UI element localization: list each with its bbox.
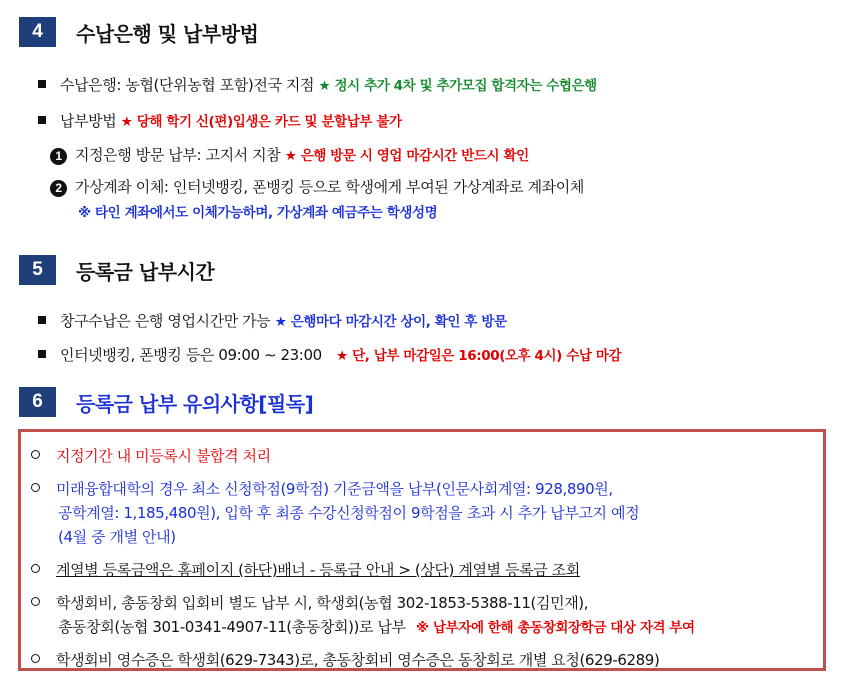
notice-item-3-text: 계열별 등록금액은 홈페이지 (하단)배너 - 등록금 안내 > (상단) 계열별 등록금 조회 [56, 561, 580, 579]
section-number: 4 [19, 17, 56, 47]
bank-label: 수납은행: 농협(단위농협 포함)전국 지점 [60, 76, 315, 94]
section-number: 5 [19, 255, 56, 285]
square-bullet-icon [38, 350, 46, 358]
circled-number-icon: 1 [50, 148, 67, 165]
section-title: 수납은행 및 납부방법 [76, 21, 259, 46]
notice-item-2 [31, 478, 613, 499]
notice-item-5 [31, 649, 659, 670]
method-item-1 [50, 144, 529, 165]
square-bullet-icon [38, 80, 46, 88]
circle-bullet-icon [31, 483, 40, 492]
section-4-header [19, 17, 258, 47]
square-bullet-icon [38, 116, 46, 124]
notice-item-4-line-2 [31, 616, 695, 637]
notice-item-2-line-3: (4월 중 개별 안내) [58, 528, 176, 546]
notice-item-3 [31, 559, 580, 580]
circle-bullet-icon [31, 450, 40, 459]
circled-number-icon: 2 [50, 180, 67, 197]
notice-item-1-text: 지정기간 내 미등록시 불합격 처리 [56, 447, 271, 465]
notice-item-2-line-1: 미래융합대학의 경우 최소 신청학점(9학점) 기준금액을 납부(인문사회계열: 928,890원, [56, 480, 613, 498]
section-title: 등록금 납부 유의사항[필독] [76, 391, 314, 416]
method-item-2 [50, 176, 584, 197]
method-item-1-text: 지정은행 방문 납부: 고지서 지참 [75, 146, 281, 164]
notice-item-4-note: ※ 납부자에 한해 총동창회장학금 대상 자격 부여 [416, 620, 695, 636]
time-line-2 [38, 344, 621, 365]
circle-bullet-icon [31, 597, 40, 606]
time-line-1-text: 창구수납은 은행 영업시간만 가능 [60, 312, 271, 330]
square-bullet-icon [38, 316, 46, 324]
circle-bullet-icon [31, 564, 40, 573]
method-label: 납부방법 [60, 112, 117, 130]
section-title: 등록금 납부시간 [76, 259, 215, 284]
method-item-2-note: ※ 타인 계좌에서도 이체가능하며, 가상계좌 예금주는 학생성명 [78, 205, 438, 221]
time-line-1 [38, 310, 507, 331]
method-note: ★ 당해 학기 신(편)입생은 카드 및 분할납부 불가 [120, 114, 402, 130]
circle-bullet-icon [31, 654, 40, 663]
bank-note: ★ 정시 추가 4차 및 추가모집 합격자는 수협은행 [318, 78, 597, 94]
method-item-1-note: ★ 은행 방문 시 영업 마감시간 반드시 확인 [284, 148, 529, 164]
notice-item-2-line-2: 공학계열: 1,185,480원), 입학 후 최종 수강신청학점이 9학점을 초과 시 추가 납부고지 예정 [58, 504, 640, 522]
time-line-2-note: ★ 단, 납부 마감일은 16:00(오후 4시) 수납 마감 [336, 348, 622, 364]
notice-box [18, 429, 826, 671]
notice-item-4-line-2-text: 총동창회(농협 301-0341-4907-11(총동창회))로 납부 [58, 618, 406, 636]
method-line [38, 110, 402, 131]
notice-item-4 [31, 592, 588, 613]
time-line-1-note: ★ 은행마다 마감시간 상이, 확인 후 방문 [274, 314, 507, 330]
method-item-2-text: 가상계좌 이체: 인터넷뱅킹, 폰뱅킹 등으로 학생에게 부여된 가상계좌로 계좌이체 [75, 178, 584, 196]
time-line-2-text: 인터넷뱅킹, 폰뱅킹 등은 09:00 ∼ 23:00 [60, 346, 322, 364]
section-number: 6 [19, 387, 56, 417]
notice-item-4-line-1: 학생회비, 총동창회 입회비 별도 납부 시, 학생회(농협 302-1853-5388-11(김민재), [56, 594, 589, 612]
section-6-header [19, 387, 313, 417]
notice-item-5-text: 학생회비 영수증은 학생회(629-7343)로, 총동창회비 영수증은 동창회로 개별 요청(629-6289) [56, 651, 660, 669]
bank-line [38, 74, 597, 95]
section-5-header [19, 255, 214, 285]
notice-item-1 [31, 445, 271, 466]
